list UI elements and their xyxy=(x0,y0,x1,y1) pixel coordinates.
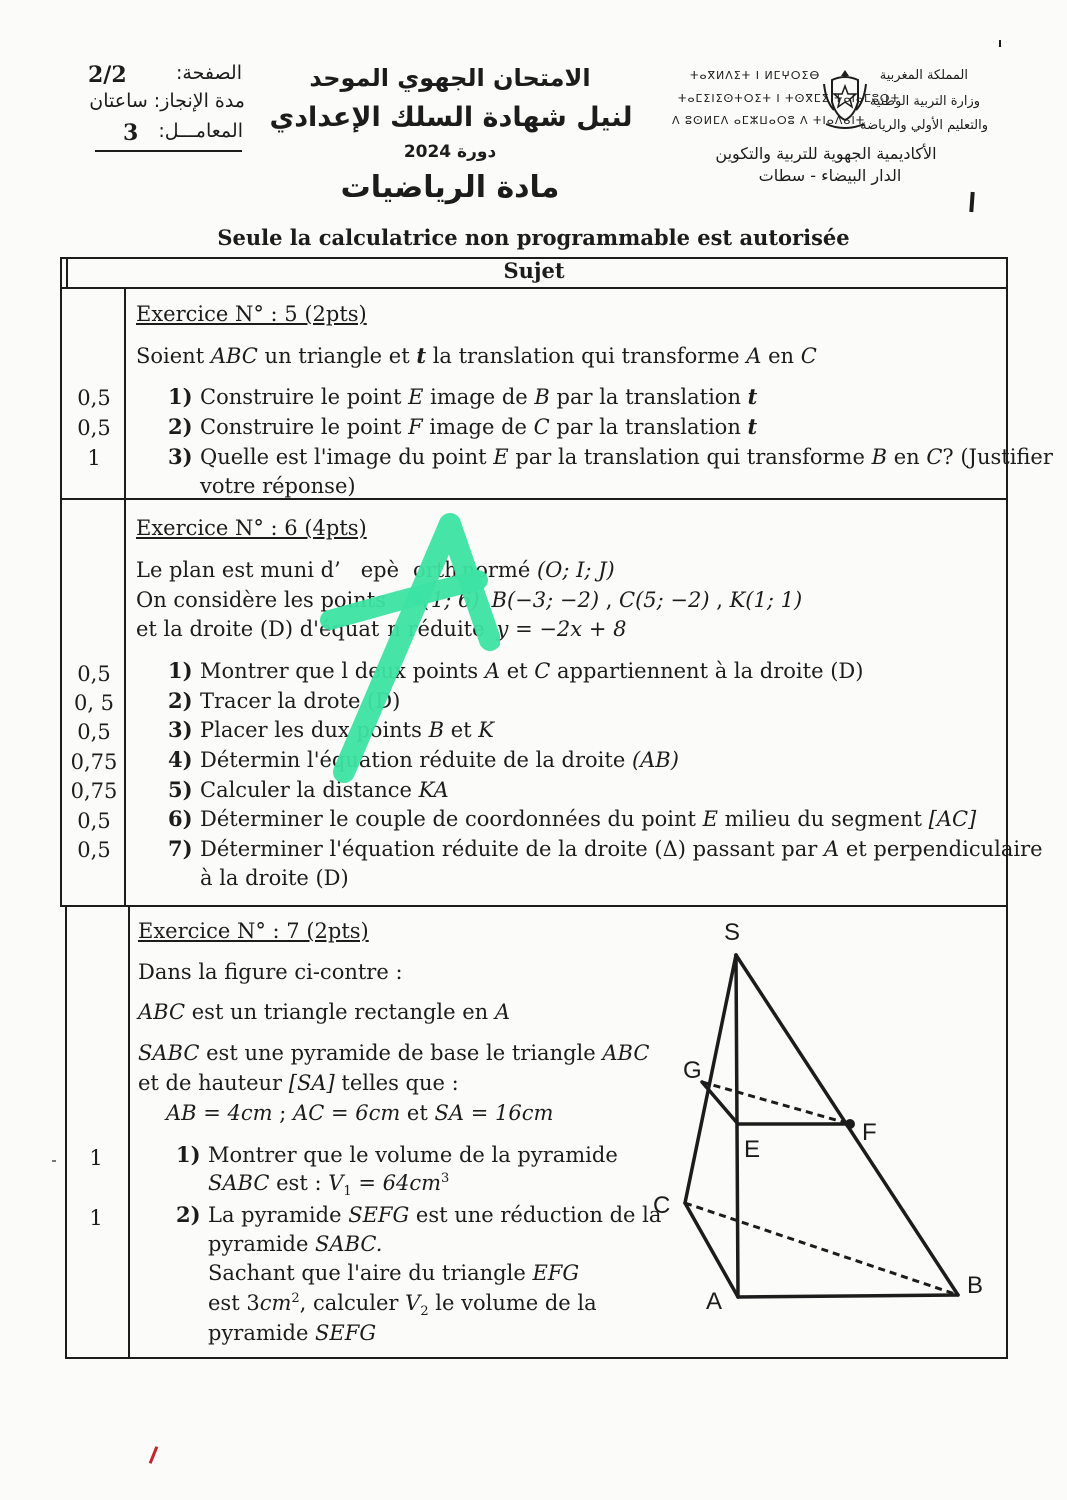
page-label: الصفحة: xyxy=(175,62,242,84)
exam-duration: مدة الإنجاز: ساعتان xyxy=(89,90,245,112)
exam-title-line2: لنيل شهادة السلك الإعدادي xyxy=(269,102,633,133)
exercise-6-score-3: 0,5 xyxy=(77,720,111,744)
exercise-7-title: Exercice N° : 7 (2pts) xyxy=(138,919,369,943)
kingdom-label: المملكة المغربية xyxy=(879,68,968,83)
calculator-notice: Seule la calculatrice non programmable est autorisée xyxy=(217,225,850,250)
exercise-6-intro-line-3: et la droite (D) d'équat n réduite y = −2x + 8 xyxy=(136,617,627,641)
edge-GF-hidden xyxy=(702,1082,850,1124)
exercise-5-title: Exercice N° : 5 (2pts) xyxy=(136,302,367,326)
label-S: S xyxy=(724,919,741,946)
exercise-6-question-2: 2) Tracer la drote (D) xyxy=(168,688,401,713)
exercise-7-line-4: et de hauteur [SA] telles que : xyxy=(138,1071,459,1095)
exercise-7-question-2-line-3: Sachant que l'aire du triangle EFG xyxy=(208,1261,580,1285)
exercise-5-question-3-continued: votre réponse) xyxy=(200,474,356,498)
exercise-6-title: Exercice N° : 6 (4pts) xyxy=(136,516,367,540)
coefficient-label: المعامـــل: xyxy=(158,120,243,142)
exam-session: دورة 2024 xyxy=(403,142,497,162)
exercise-5-score-2: 0,5 xyxy=(77,416,111,440)
exercise-6-score-6: 0,5 xyxy=(77,809,111,833)
exercise-6-score-2: 0, 5 xyxy=(73,691,115,715)
ministry-line1: وزارة التربية الوطنية xyxy=(869,94,980,109)
label-F: F xyxy=(862,1119,877,1146)
exercise-6-question-1: 1) Montrer que l deux points A et C appartiennent à la droite (D) xyxy=(168,658,864,683)
exercise-5-question-1: 1) Construire le point E image de B par la translation t xyxy=(168,384,758,409)
exercise-7-question-1: 1) Montrer que le volume de la pyramide xyxy=(176,1142,618,1167)
exercise-6-score-1: 0,5 xyxy=(77,662,111,686)
pen-mark xyxy=(969,192,974,212)
header-underline xyxy=(95,150,242,152)
exercise-6-score-5: 0,75 xyxy=(70,779,118,803)
exam-title-line1: الامتحان الجهوي الموحد xyxy=(309,64,591,92)
exercise-7-question-2-line-2: pyramide SABC. xyxy=(208,1232,383,1256)
academy-name: الأكاديمية الجهوية للتربية والتكوين xyxy=(715,144,937,163)
exercise-7-score-2: 1 xyxy=(89,1206,103,1230)
exercise-6-intro-line-1: Le plan est muni d’ epè orth normé (O; I; J) xyxy=(136,558,615,582)
exercise-7-line-3: SABC est une pyramide de base le triangle ABC xyxy=(138,1041,650,1065)
highlighter-mark xyxy=(300,500,500,790)
tifinagh-line2: ⵜⴰⵎⵉⵏⵉⵙⵜⵔⵉⵜ ⵏ ⵜⵙⴳⵎⵉ ⵜⴰⵏⴰⵎⵓⵔⵜ xyxy=(678,92,901,105)
pyramid-figure xyxy=(640,910,1010,1310)
exercise-6-question-7: 7) Déterminer l'équation réduite de la droite (Δ) passant par A et perpendiculaire xyxy=(168,836,1043,861)
exercise-6-intro-line-2: On considère les points (1; 6) B(−3; −2) , C(5; −2) , K(1; 1) xyxy=(136,588,803,612)
pen-dot xyxy=(999,40,1001,47)
exercise-6-score-4: 0,75 xyxy=(70,750,118,774)
exercise-7-question-1-continued: SABC est : $V_1 = 64cm^3$ xyxy=(208,1171,450,1200)
label-G: G xyxy=(683,1057,702,1084)
row-divider-1 xyxy=(60,498,1008,500)
edge-CA xyxy=(685,1203,738,1297)
exercise-6-question-5: 5) Calculer la distance KA xyxy=(168,777,449,802)
point-F-dot xyxy=(845,1119,855,1129)
edge-AB xyxy=(738,1295,958,1297)
exercise-7-line-1: Dans la figure ci-contre : xyxy=(138,960,403,984)
exercise-7-question-2: 2) La pyramide SEFG est une réduction de la xyxy=(176,1202,662,1227)
table-bottom-border xyxy=(65,1357,1008,1359)
edge-GE xyxy=(702,1082,738,1124)
score-column-divider-bottom xyxy=(128,905,130,1359)
exercise-5-question-3: 3) Quelle est l'image du point E par la translation qui transforme B en C? (Justifier xyxy=(168,444,1053,469)
exercise-5-score-1: 0,5 xyxy=(77,386,111,410)
exercise-6-question-7-continued: à la droite (D) xyxy=(200,866,349,890)
exercise-7-question-2-line-5: pyramide SEFG xyxy=(208,1321,377,1345)
label-E: E xyxy=(744,1136,761,1163)
table-left-border-bottom xyxy=(65,905,67,1359)
exercise-7-line-2: ABC est un triangle rectangle en A xyxy=(138,1000,511,1024)
exercise-5-question-2: 2) Construire le point F image de C par la translation t xyxy=(168,414,758,439)
exercise-5-intro: Soient ABC un triangle et t la translation qui transforme A en C xyxy=(136,343,817,368)
tifinagh-line3: ⴷ ⵓⵙⵍⵎⴷ ⴰⵎⵣⵡⴰⵔⵓ ⴷ ⵜⵏⴰⴷⴰⵏⵜ xyxy=(672,114,866,127)
ministry-line2: والتعليم الأولي والرياضة xyxy=(860,118,988,133)
exercise-6-score-7: 0,5 xyxy=(77,838,111,862)
label-B: B xyxy=(967,1272,984,1299)
exercise-6-question-4: 4) Détermin l'équation réduite de la droite (AB) xyxy=(168,747,679,772)
table-header-title: Sujet xyxy=(503,258,565,283)
exercise-7-score-1: 1 xyxy=(89,1146,103,1170)
exercise-6-question-3: 3) Placer les dux points B et K xyxy=(168,717,494,742)
row-divider-2 xyxy=(60,905,1008,907)
tifinagh-line1: ⵜⴰⴳⵍⴷⵉⵜ ⵏ ⵍⵎⵖⵔⵉⴱ xyxy=(690,69,821,82)
edge-CB-hidden xyxy=(685,1203,958,1295)
exercise-5-score-3: 1 xyxy=(87,446,101,470)
label-A: A xyxy=(706,1288,723,1310)
academy-region: الدار البيضاء - سطات xyxy=(758,166,902,185)
exercise-6-question-6: 6) Déterminer le couple de coordonnées du point E milieu du segment [AC] xyxy=(168,806,977,831)
red-pen-mark xyxy=(149,1446,159,1464)
coefficient-value: 3 xyxy=(123,120,139,146)
label-C: C xyxy=(653,1192,671,1219)
page-number: 2/2 xyxy=(88,62,127,88)
exam-subject: مادة الرياضيات xyxy=(340,170,560,205)
exercise-7-question-2-line-4: est $3cm^2$, calculer $V_2$ le volume de la xyxy=(208,1291,597,1320)
exercise-7-dimensions: AB = 4cm ; AC = 6cm et SA = 16cm xyxy=(166,1101,554,1125)
edge-SA xyxy=(736,955,738,1297)
edge-tick xyxy=(52,1160,56,1162)
